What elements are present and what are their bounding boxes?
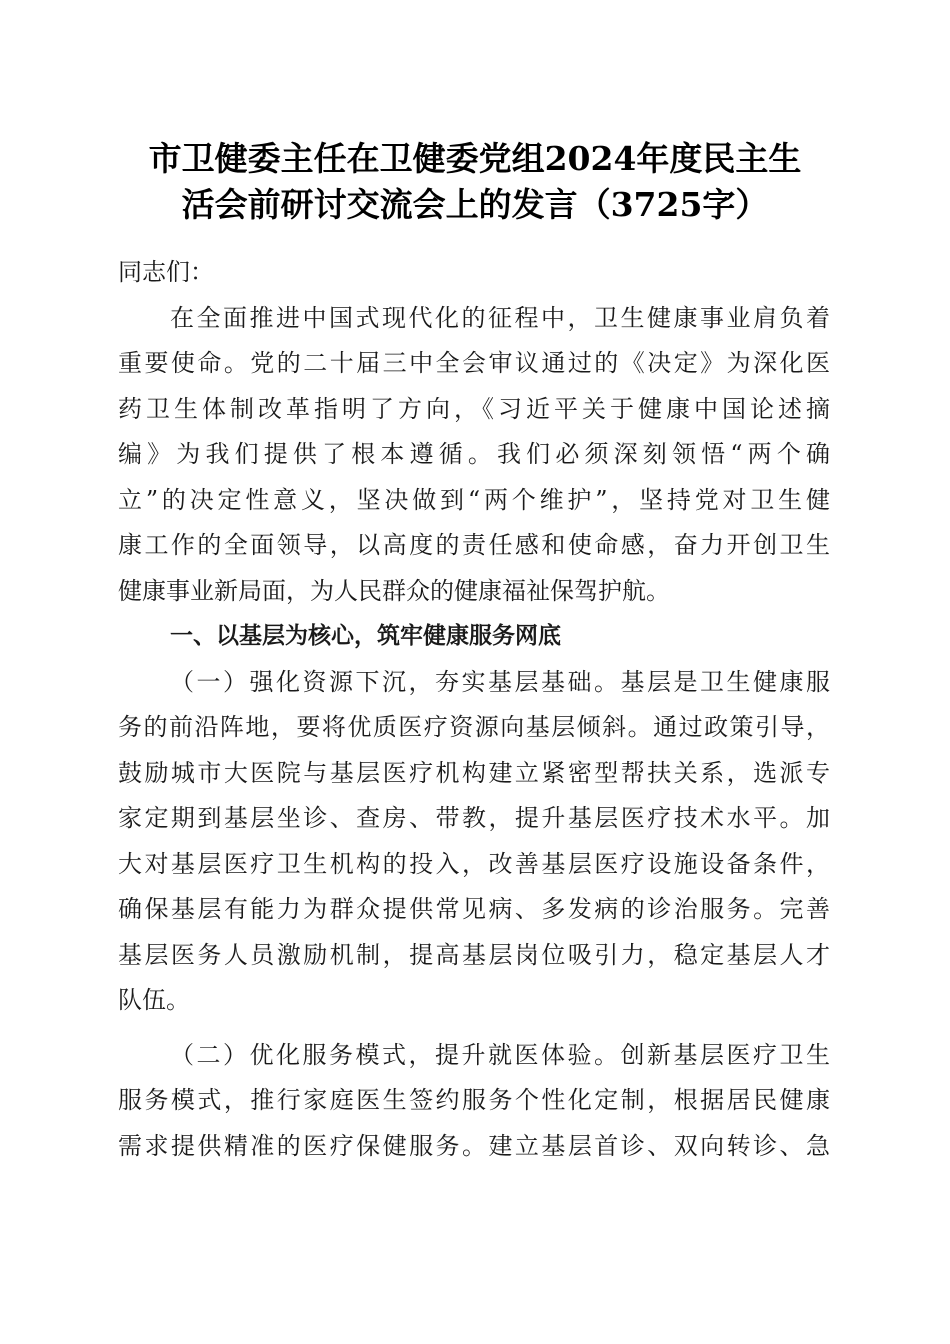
paragraph-line: 队伍。 — [118, 986, 190, 1014]
paragraph-line: 家定期到基层坐诊、查房、带教，提升基层医疗技术水平。加 — [118, 804, 830, 832]
paragraph-1 — [118, 660, 830, 1024]
paragraph-line: 需求提供精准的医疗保健服务。建立基层首诊、双向转诊、急 — [118, 1131, 830, 1160]
section-heading: 一、以基层为核心，筑牢健康服务网底 — [170, 623, 561, 649]
intro-line: 药卫生体制改革指明了方向，《习近平关于健康中国论述摘 — [118, 394, 830, 423]
intro-line: 健康事业新局面，为人民群众的健康福祉保驾护航。 — [118, 576, 670, 605]
paragraph-line: 基层医务人员激励机制，提高基层岗位吸引力，稳定基层人才 — [118, 940, 830, 969]
paragraph-line: 务的前沿阵地，要将优质医疗资源向基层倾斜。通过政策引导， — [118, 713, 830, 741]
title-line-2: 活会前研讨交流会上的发言（3725字） — [181, 185, 769, 224]
paragraph-line: （二）优化服务模式，提升就医体验。创新基层医疗卫生 — [170, 1040, 830, 1069]
paragraph-line: 服务模式，推行家庭医生签约服务个性化定制，根据居民健康 — [118, 1086, 830, 1114]
intro-line: 康工作的全面领导，以高度的责任感和使命感，奋力开创卫生 — [118, 531, 830, 559]
intro-line: 重要使命。党的二十届三中全会审议通过的《决定》为深化医 — [118, 349, 830, 377]
title-line-1: 市卫健委主任在卫健委党组2024年度民主生 — [148, 139, 802, 178]
document-title — [100, 136, 850, 228]
greeting: 同志们： — [118, 258, 214, 286]
paragraph-2 — [118, 1033, 830, 1170]
intro-line: 立”的决定性意义，坚决做到“两个维护”，坚持党对卫生健 — [118, 485, 830, 514]
intro-line: 在全面推进中国式现代化的征程中，卫生健康事业肩负着 — [170, 303, 830, 332]
document-body — [118, 250, 830, 1169]
paragraph-line: 大对基层医疗卫生机构的投入，改善基层医疗设施设备条件， — [118, 849, 830, 878]
paragraph-line: 鼓励城市大医院与基层医疗机构建立紧密型帮扶关系，选派专 — [118, 758, 830, 787]
intro-paragraph — [118, 296, 830, 615]
paragraph-line: （一）强化资源下沉，夯实基层基础。基层是卫生健康服 — [170, 667, 830, 696]
intro-line: 编》为我们提供了根本遵循。我们必须深刻领悟“两个确 — [118, 440, 830, 468]
paragraph-line: 确保基层有能力为群众提供常见病、多发病的诊治服务。完善 — [118, 895, 830, 923]
